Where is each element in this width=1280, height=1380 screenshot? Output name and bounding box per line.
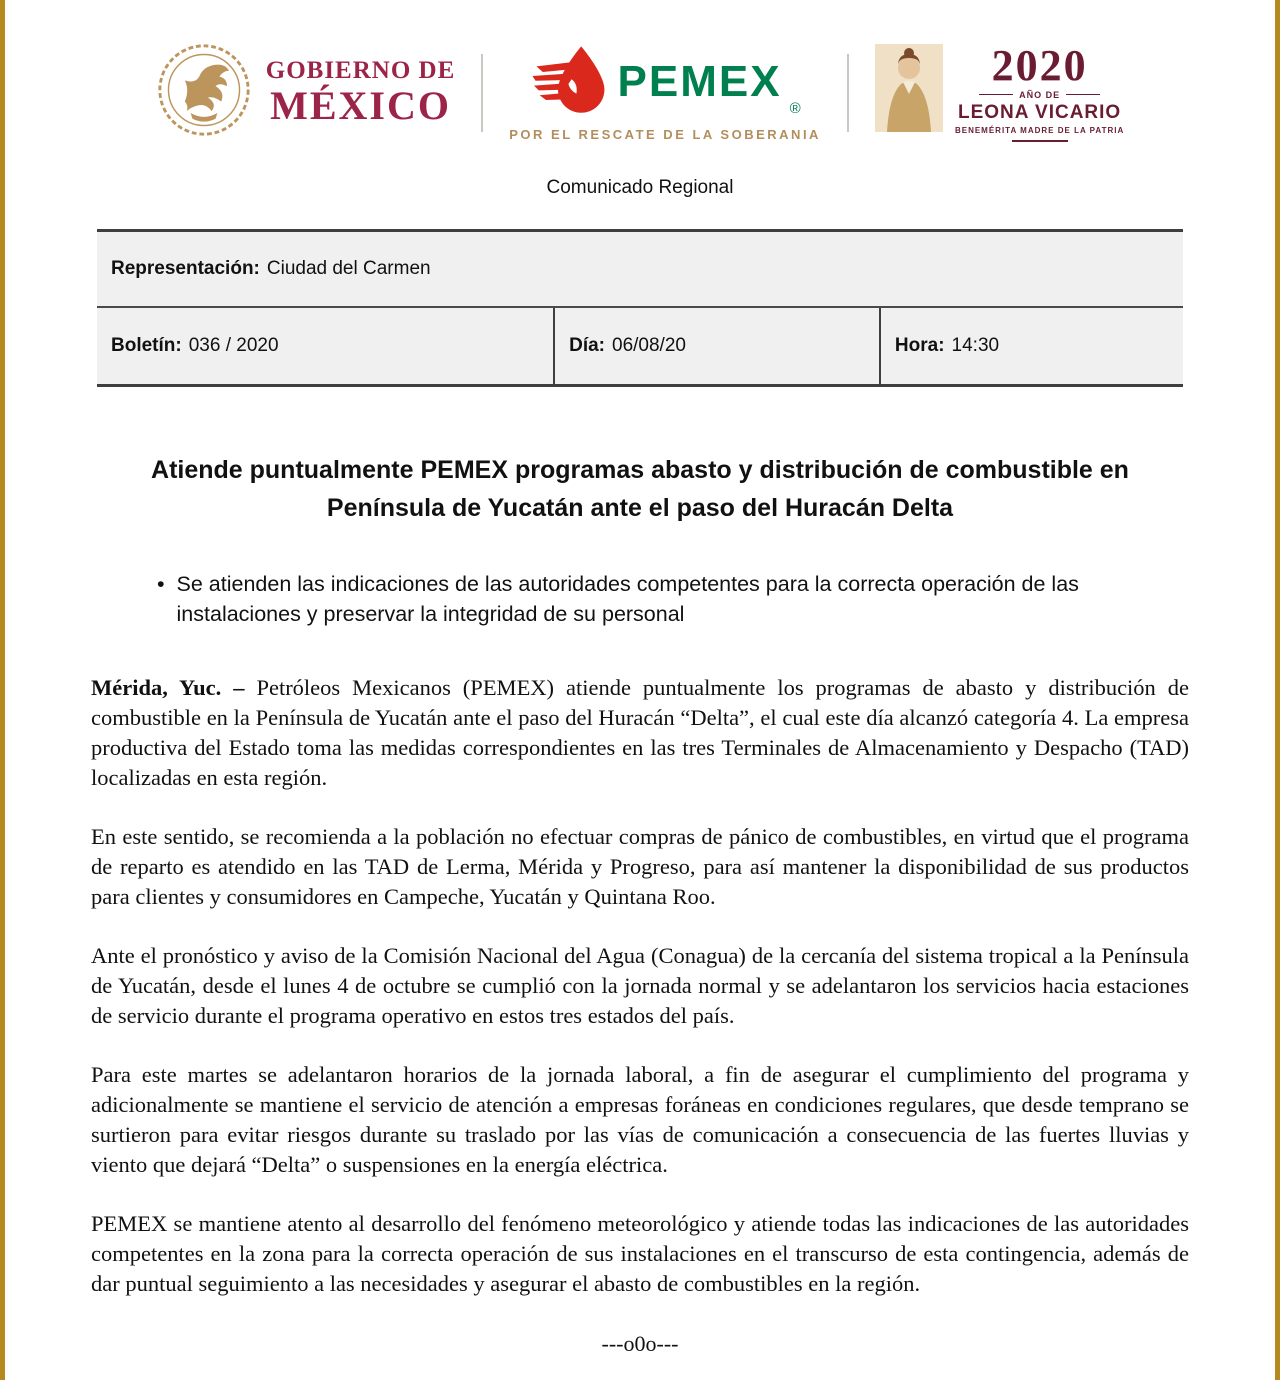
boletin-label: Boletín: xyxy=(111,335,182,356)
pemex-logo xyxy=(509,44,821,142)
hora-cell xyxy=(879,308,1183,384)
leona-vicario-portrait xyxy=(875,44,943,142)
press-release-title: Atiende puntualmente PEMEX programas abasto y distribución de combustible en Península de Yucatán ante el paso del Huracán Delta xyxy=(151,456,1129,522)
gobierno-line2: MÉXICO xyxy=(270,82,451,128)
gobierno-de-mexico-wordmark xyxy=(266,58,456,126)
decorative-line xyxy=(1012,140,1068,142)
hora-label: Hora: xyxy=(894,335,945,356)
boletin-value: 036 / 2020 xyxy=(188,335,279,356)
leona-name: LEONA VICARIO xyxy=(957,101,1122,123)
dateline: Mérida, Yuc. – xyxy=(91,675,245,700)
body-paragraph: Para este martes se adelantaron horarios de la jornada laboral, a fin de asegurar el cumplimiento del programa y adicionalmente se mantiene el servicio de atención a empresas foráneas en condiciones regulares, que desde temprano se surtieron para evitar riesgos durante su traslado por las vías de comunicación a consecuencia de las fuertes lluvias y viento que dejará “Delta” o suspensiones en la energía eléctrica. xyxy=(91,1062,1189,1177)
pemex-tagline: POR EL RESCATE DE LA SOBERANIA xyxy=(509,126,821,142)
leona-vicario-2020-logo xyxy=(875,40,1125,142)
bulletin-info-table xyxy=(97,229,1183,387)
leona-year: 2020 xyxy=(991,40,1088,90)
boletin-cell xyxy=(97,308,553,384)
representacion-label: Representación: xyxy=(111,258,260,279)
bullet-icon: • xyxy=(157,572,165,596)
header-logos xyxy=(5,0,1275,145)
representacion-value: Ciudad del Carmen xyxy=(266,258,431,279)
dia-cell xyxy=(553,308,879,384)
leona-subtitle: BENEMÉRITA MADRE DE LA PATRIA xyxy=(954,125,1125,135)
closing-mark: ---o0o--- xyxy=(601,1331,679,1356)
representacion-row xyxy=(97,232,1183,308)
gobierno-de-mexico-logo xyxy=(156,42,456,143)
body-paragraph: Ante el pronóstico y aviso de la Comisión Nacional del Agua (Conagua) de la cercanía del sistema tropical a la Península de Yucatán, desde el lunes 4 de octubre se cumplió con la jornada normal y se adelantaron los servicios hacia estaciones de servicio durante el programa operativo en estos tres estados del país. xyxy=(91,943,1189,1028)
gobierno-line1: GOBIERNO DE xyxy=(265,57,456,85)
bulletin-detail-row xyxy=(97,308,1183,384)
decorative-line xyxy=(1066,94,1100,95)
decorative-line xyxy=(979,94,1013,95)
leona-ano-de: AÑO DE xyxy=(979,90,1100,100)
dia-value: 06/08/20 xyxy=(612,335,686,356)
body-paragraph: En este sentido, se recomienda a la población no efectuar compras de pánico de combustibles, en virtud que el programa de reparto es atendido en las TAD de Lerma, Mérida y Progreso, para así mantener la disponibilidad de sus productos para clientes y consumidores en Campeche, Yucatán y Quintana Roo. xyxy=(91,824,1189,909)
mexico-coat-of-arms-icon xyxy=(156,42,252,143)
summary-bullet-text: Se atienden las indicaciones de las autoridades competentes para la correcta operación de las instalaciones y preservar la integridad de su personal xyxy=(176,572,1079,626)
body-paragraph: Mérida, Yuc. – Petróleos Mexicanos (PEMEX) atiende puntualmente los programas de abasto y distribución de combustible en la Península de Yucatán ante el paso del Huracán “Delta”, el cual este día alcanzó categoría 4. La empresa productiva del Estado toma las medidas correspondientes en las tres Terminales de Almacenamiento y Despacho (TAD) localizadas en esta región. xyxy=(91,675,1189,790)
header-divider xyxy=(481,54,483,132)
header-divider xyxy=(847,54,849,132)
document-type-label: Comunicado Regional xyxy=(546,177,734,198)
pemex-wordmark: PEMEX xyxy=(617,57,782,106)
pemex-drop-eagle-icon xyxy=(530,44,610,121)
summary-bullet xyxy=(157,569,1125,629)
registered-trademark-icon: ® xyxy=(789,99,801,117)
hora-value: 14:30 xyxy=(951,335,1000,356)
dia-label: Día: xyxy=(569,335,606,356)
body-paragraph: PEMEX se mantiene atento al desarrollo del fenómeno meteorológico y atiende todas las indicaciones de las autoridades competentes en la zona para la correcta operación de sus instalaciones en el transcurso de esta contingencia, además de dar puntual seguimiento a las necesidades y asegurar el abasto de combustibles en la región. xyxy=(91,1211,1189,1296)
